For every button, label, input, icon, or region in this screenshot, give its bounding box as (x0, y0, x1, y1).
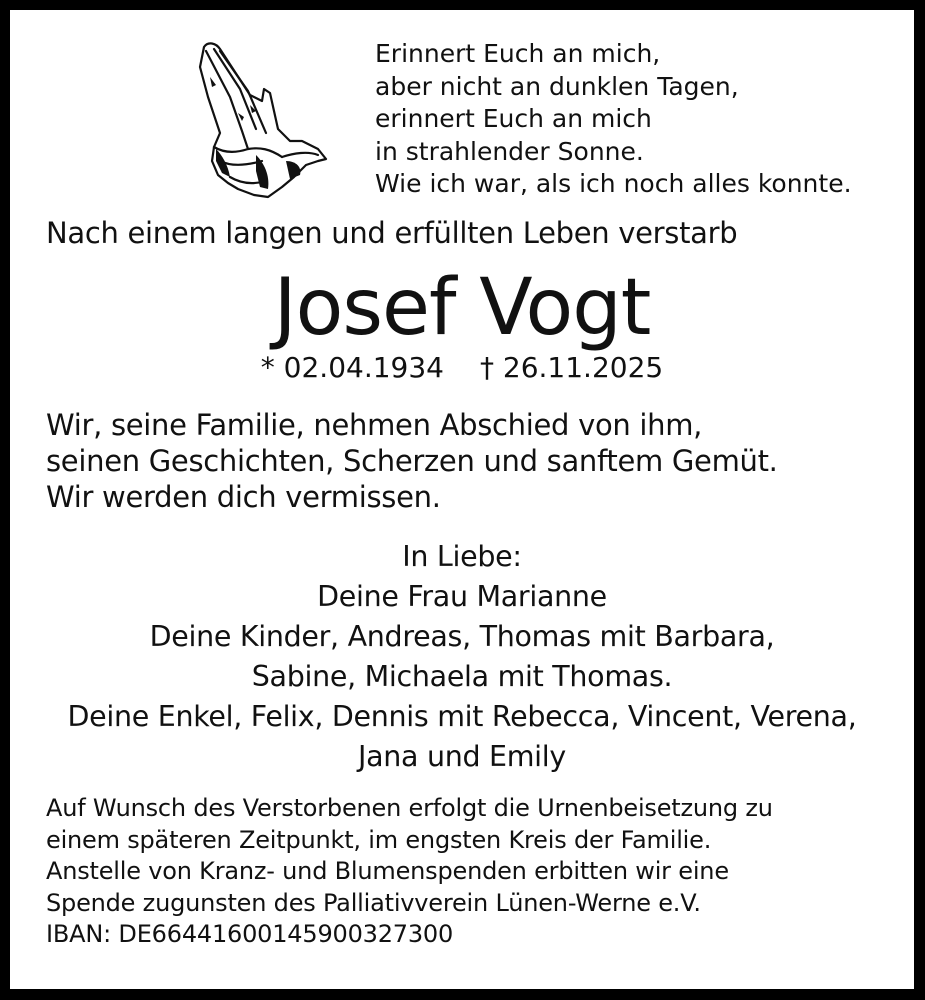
signers (10, 537, 914, 777)
signer-line: Sabine, Michaela mit Thomas. (251, 660, 673, 693)
notice-line: einem späteren Zeitpunkt, im engsten Kreis der Familie. (46, 825, 712, 854)
praying-hands-icon (190, 37, 330, 207)
deceased-name: Josef Vogt (273, 263, 651, 353)
funeral-notice (46, 793, 773, 951)
death-date: † 26.11.2025 (480, 351, 664, 384)
notice-line: Auf Wunsch des Verstorbenen erfolgt die Urnenbeisetzung zu (46, 794, 773, 822)
intro-text: Nach einem langen und erfüllten Leben verstarb (46, 216, 738, 250)
poem (375, 38, 852, 201)
farewell-line: Wir, seine Familie, nehmen Abschied von ihm, (46, 408, 703, 442)
poem-line: Wie ich war, als ich noch alles konnte. (375, 169, 852, 198)
iban-line: IBAN: DE66441600145900327300 (46, 920, 454, 948)
signer-line: Jana und Emily (357, 740, 566, 773)
farewell-line: seinen Geschichten, Scherzen und sanftem Gemüt. (46, 444, 778, 478)
signer-line: Deine Frau Marianne (317, 580, 607, 613)
farewell-line: Wir werden dich vermissen. (46, 480, 441, 514)
obituary-card (10, 10, 914, 989)
poem-line: Erinnert Euch an mich, (375, 39, 661, 68)
farewell-text (46, 407, 778, 515)
signer-line: Deine Kinder, Andreas, Thomas mit Barbara, (149, 620, 775, 653)
poem-line: erinnert Euch an mich (375, 104, 652, 133)
signer-line: Deine Enkel, Felix, Dennis mit Rebecca, Vincent, Verena, (67, 700, 857, 733)
poem-line: in strahlender Sonne. (375, 136, 644, 166)
notice-line: Anstelle von Kranz- und Blumenspenden erbitten wir eine (46, 857, 729, 885)
birth-date: * 02.04.1934 (260, 351, 444, 384)
notice-line: Spende zugunsten des Palliativverein Lünen-Werne e.V. (46, 888, 701, 917)
poem-line: aber nicht an dunklen Tagen, (375, 71, 739, 101)
signer-line: In Liebe: (402, 540, 522, 573)
life-dates (10, 350, 914, 386)
